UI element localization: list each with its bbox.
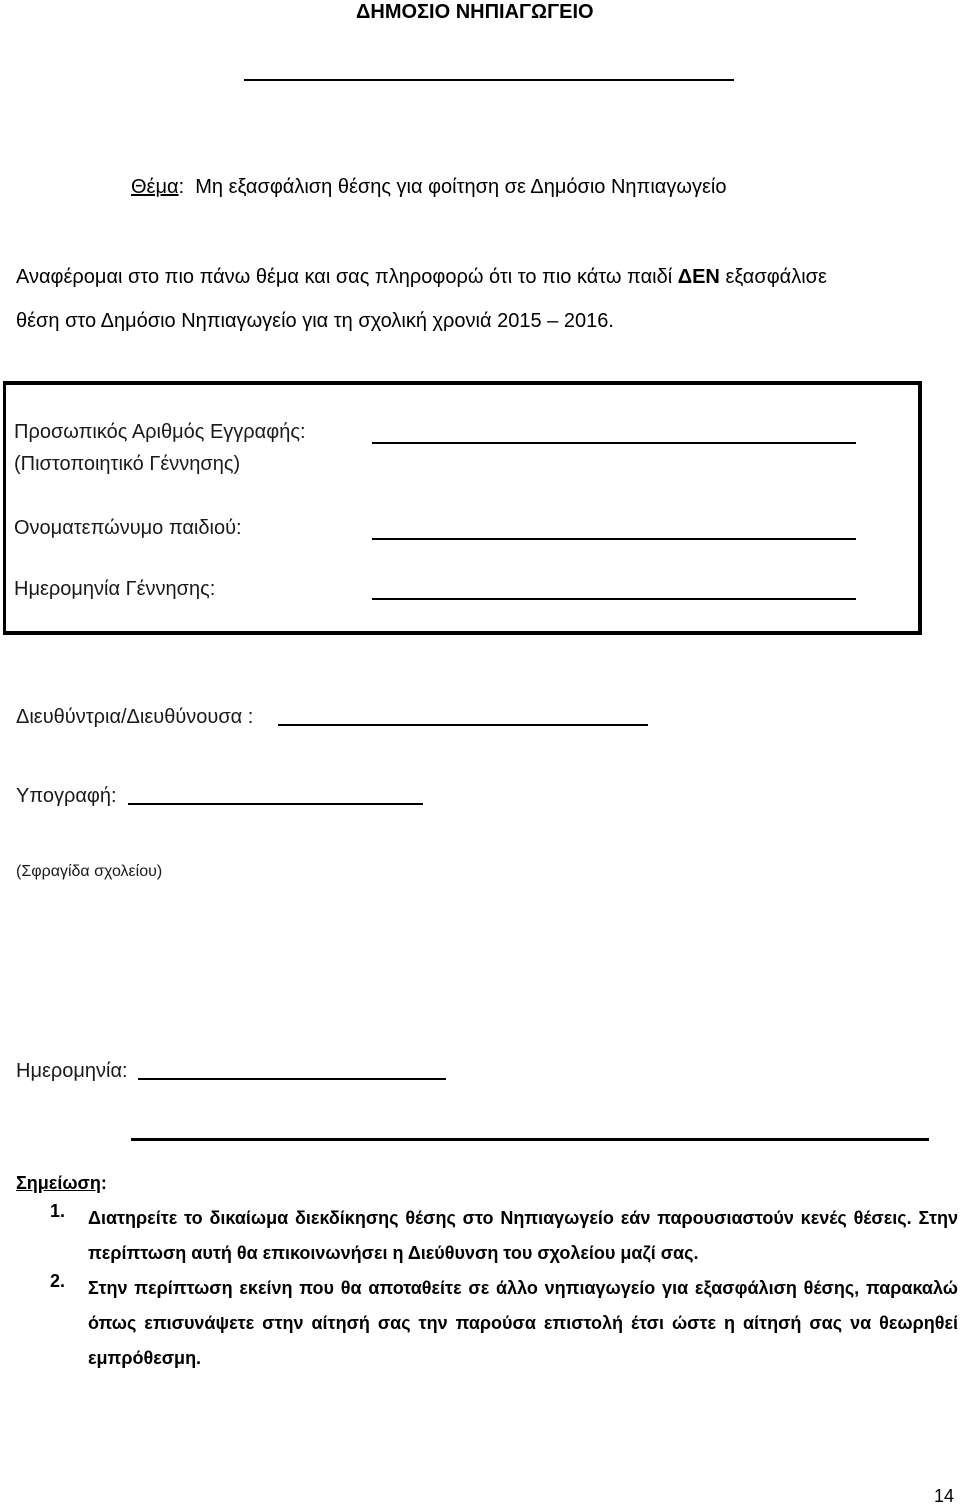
- registration-field[interactable]: [372, 442, 856, 444]
- body-text-post: εξασφάλισε: [719, 266, 827, 288]
- notes-title-colon: :: [100, 1173, 107, 1193]
- body-line-2: θέση στο Δημόσιο Νηπιαγωγείο για τη σχολική χρονιά 2015 – 2016.: [16, 310, 614, 332]
- notes-title: [16, 1173, 107, 1194]
- note-number: 1.: [50, 1201, 66, 1221]
- subject-separator: :: [178, 176, 185, 198]
- registration-label: Προσωπικός Αριθμός Εγγραφής:: [14, 421, 306, 443]
- subject-line: [131, 176, 726, 199]
- director-field[interactable]: [278, 724, 648, 726]
- school-name-line: [244, 79, 734, 81]
- birthdate-label: Ημερομηνία Γέννησης:: [14, 578, 216, 600]
- school-stamp-label: (Σφραγίδα σχολείου): [16, 863, 163, 880]
- note-text: Στην περίπτωση εκείνη που θα αποταθείτε σε άλλο νηπιαγωγείο για εξασφάλιση θέσης, παρακαλώ όπως επισυνάψετε στην αίτησή σας την παρούσα επιστολή έτσι ώστε η αίτησή σας να θεωρηθεί εμπρόθεσμη.: [88, 1278, 958, 1368]
- signature-field[interactable]: [128, 803, 423, 805]
- body-text-bold: ΔΕΝ: [677, 266, 720, 288]
- child-name-label: Ονοματεπώνυμο παιδιού:: [14, 517, 242, 539]
- notes-title-text: Σημείωση: [16, 1173, 101, 1193]
- birthdate-field[interactable]: [372, 598, 856, 600]
- school-title: ΔΗΜΟΣΙΟ ΝΗΠΙΑΓΩΓΕΙΟ: [356, 1, 594, 23]
- date-field[interactable]: [138, 1078, 446, 1080]
- note-item-2: [50, 1271, 958, 1376]
- date-label: Ημερομηνία:: [16, 1060, 128, 1082]
- signature-label: Υπογραφή:: [16, 785, 117, 807]
- child-name-field[interactable]: [372, 538, 856, 540]
- note-number: 2.: [50, 1271, 66, 1291]
- director-label: Διευθύντρια/Διευθύνουσα :: [16, 706, 254, 728]
- page-number: 14: [934, 1486, 955, 1506]
- body-text-pre: Αναφέρομαι στο πιο πάνω θέμα και σας πληροφορώ ότι το πιο κάτω παιδί: [16, 266, 678, 288]
- body-line-1: [16, 266, 827, 289]
- notes-divider: [131, 1138, 929, 1141]
- note-item-1: [50, 1201, 958, 1271]
- subject-label: Θέμα: [131, 176, 179, 198]
- registration-sublabel: (Πιστοποιητικό Γέννησης): [14, 453, 241, 475]
- note-text: Διατηρείτε το δικαίωμα διεκδίκησης θέσης στο Νηπιαγωγείο εάν παρουσιαστούν κενές θέσεις. Στην περίπτωση αυτή θα επικοινωνήσει η Διεύθυνση του σχολείου μαζί σας.: [88, 1208, 958, 1263]
- subject-text: Μη εξασφάλιση θέσης για φοίτηση σε Δημόσιο Νηπιαγωγείο: [195, 176, 727, 198]
